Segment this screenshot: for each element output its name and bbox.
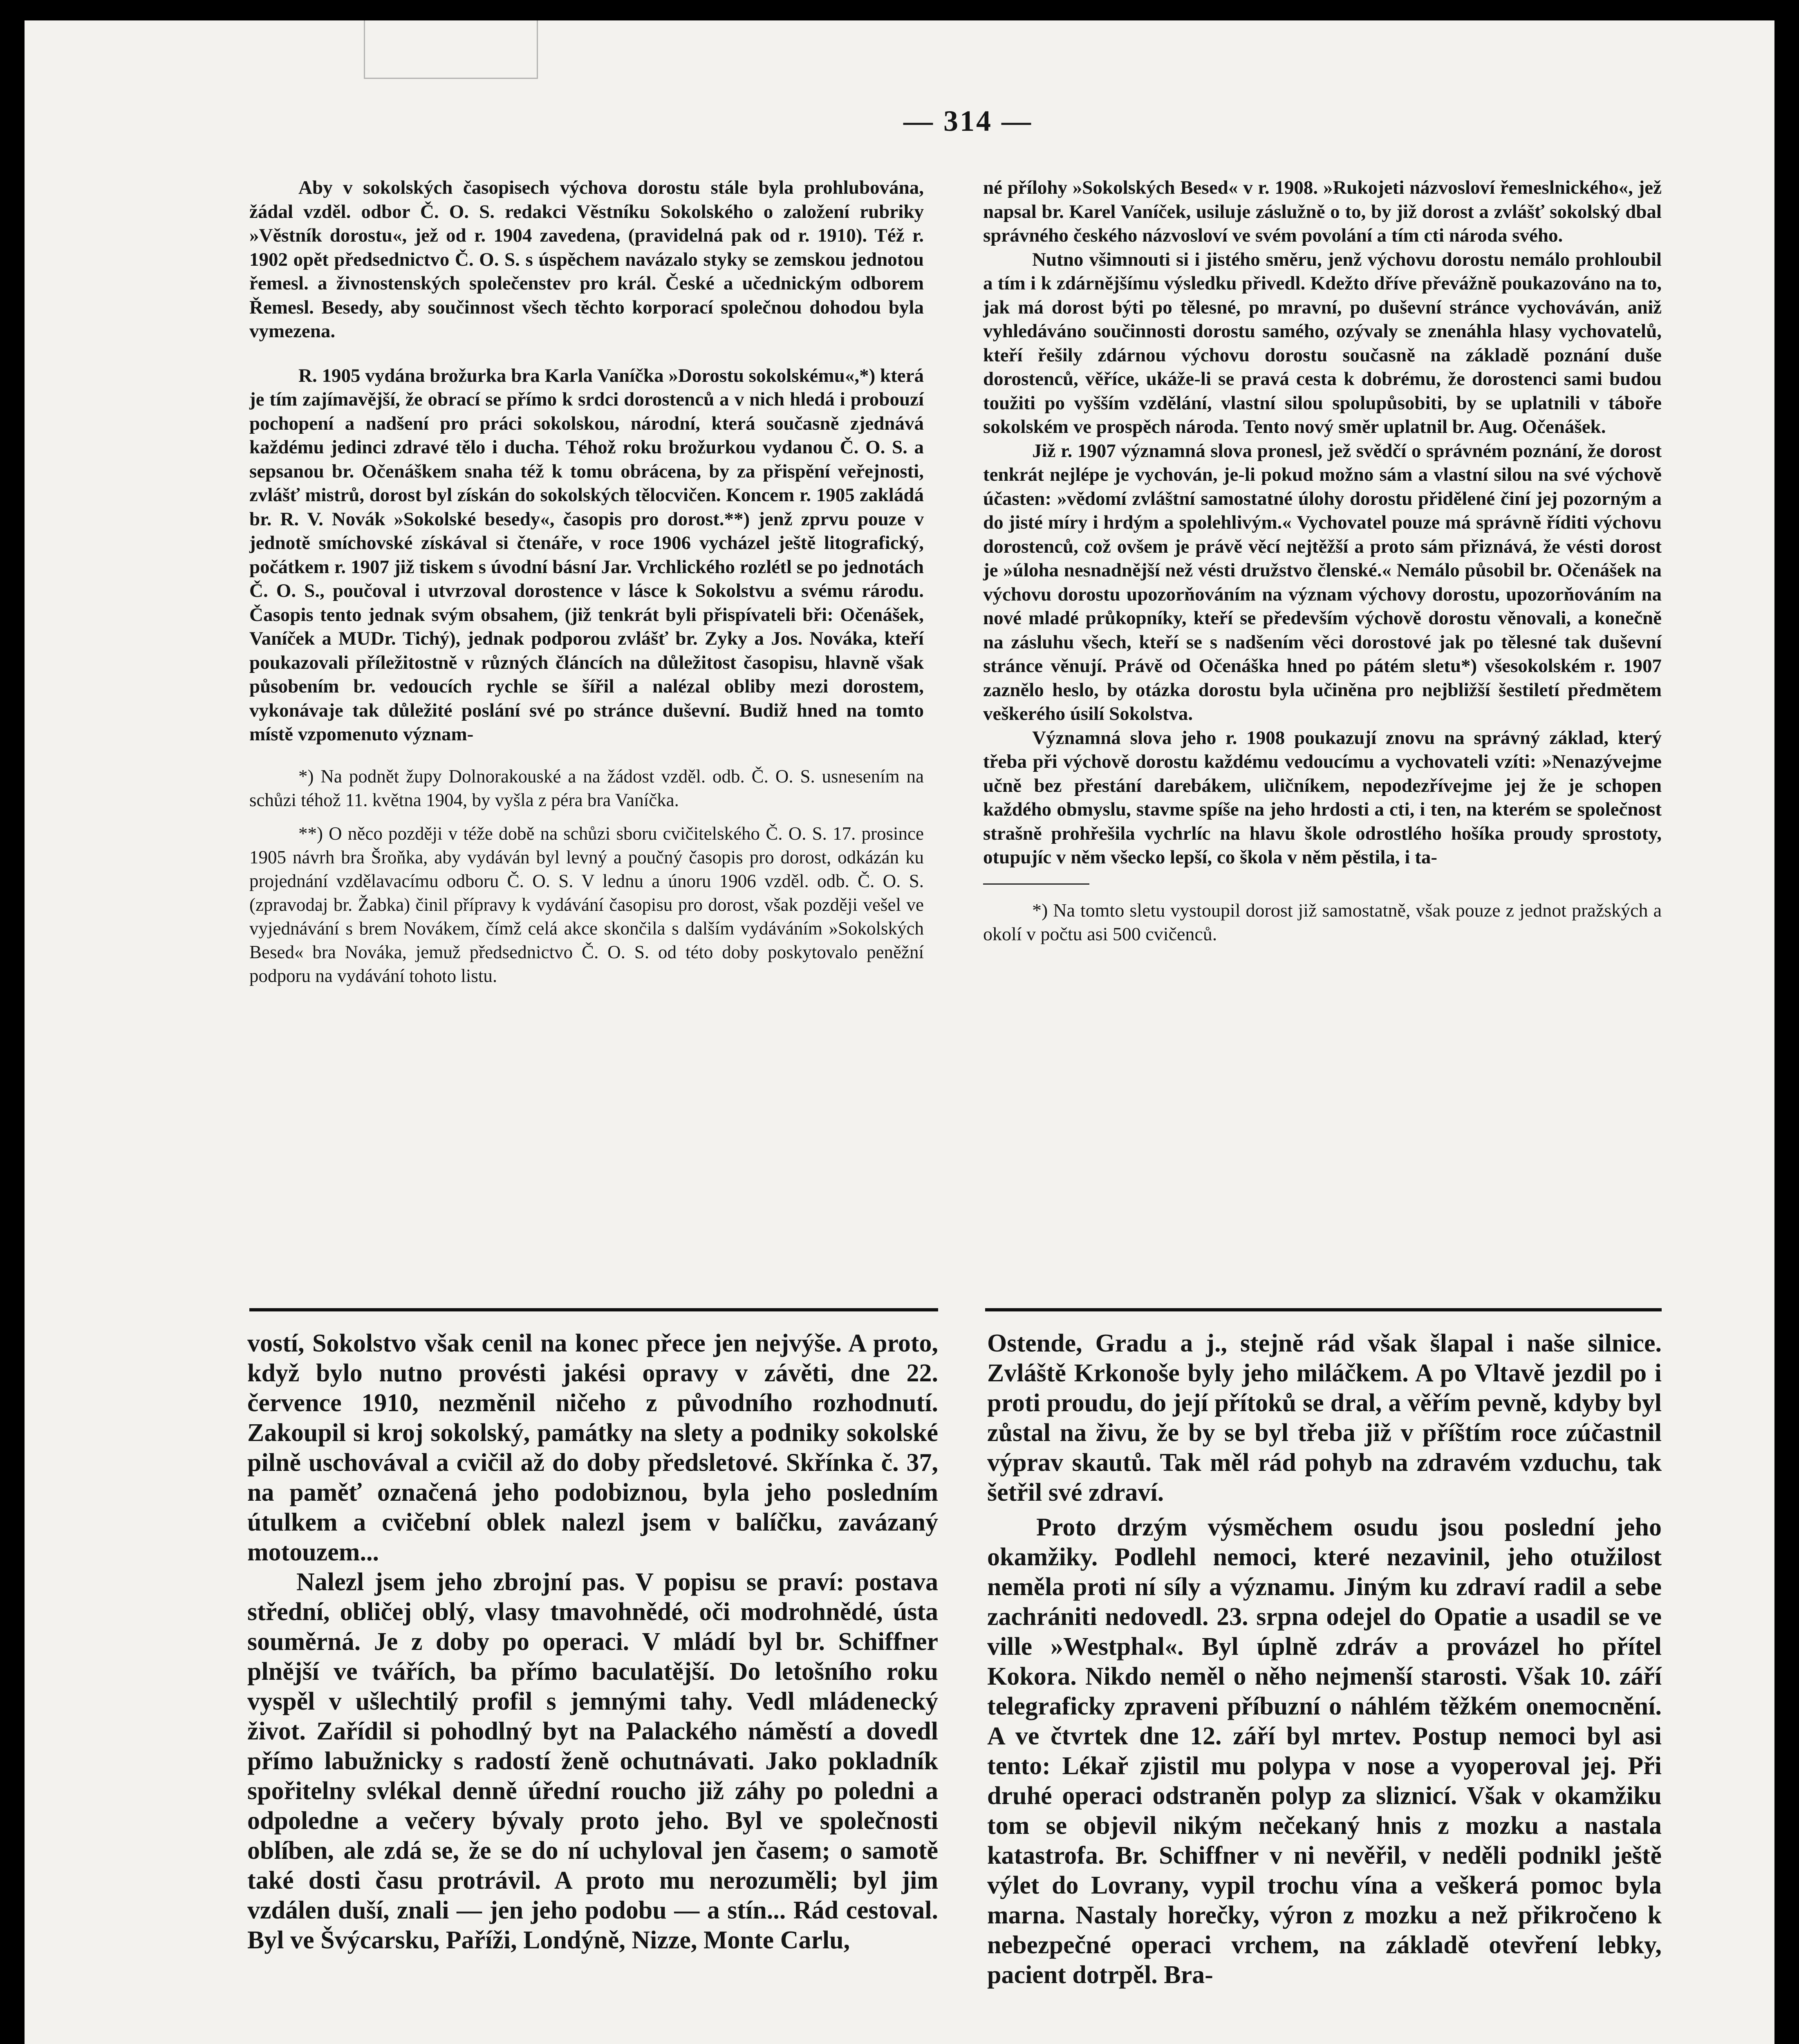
paragraph: Aby v sokolských časopisech výchova dorostu stále byla prohlubována, žádal vzděl. odbor Č. O. S. redakci Věstníku Sokolského o založení rubriky »Věstník dorostu«, jež od r. 1904 zavedena, (pravidelná pak od r. 1910). Též r. 1902 opět předsednictvo Č. O. S. s úspěchem navázalo styky se zemskou jednotou řemesl. a živnostenských společenstev pro král. České a učednickým odborem Řemesl. Besedy, aby součinnost všech těchto korporací společnou dohodou byla vymezena.	[249, 177, 924, 342]
footnote: *) Na tomto sletu vystoupil dorost již samostatně, však pouze z jednot pražských a okolí v počtu asi 500 cvičenců.	[983, 899, 1662, 944]
section-divider	[249, 1308, 938, 1311]
top-right-column	[983, 176, 1662, 946]
bottom-left-column	[247, 1329, 938, 1955]
paragraph: Ostende, Gradu a j., stejně rád však šlapal i naše silnice. Zvláště Krkonoše byly jeho miláčkem. A po Vltavě jezdil po i proti proudu, do její přítoků se dral, a věřím pevně, kdyby byl zůstal na živu, že by se byl třeba již v příštím roce zúčastnil výprav skautů. Tak měl rád pohyb na zdravém vzduchu, tak šetřil své zdraví.	[987, 1329, 1662, 1506]
paragraph: Nutno všimnouti si i jistého směru, jenž výchovu dorostu nemálo prohloubil a tím i k zdárnějšímu výsledku přivedl. Kdežto dříve převážně poukazováno na to, jak má dorost býti po tělesné, po mravní, po duševní stránce vychováván, aniž vyhledáváno součinnosti dorostu samého, ozývaly se znenáhla hlasy vychovatelů, kteří řešily zdárnou výchovu dorostu současně na základě poznání duše dorostenců, věříce, ukáže-li se pravá cesta k dobrému, že dorostenci sami budou toužiti po vyšším vzdělání, vlastní silou spolupůsobiti, by se uplatnili v táboře sokolském ve prospěch národa. Tento nový směr uplatnil br. Aug. Očenášek.	[983, 249, 1662, 437]
scanned-page	[25, 20, 1774, 2044]
bottom-right-column	[987, 1329, 1662, 1990]
paragraph: R. 1905 vydána brožurka bra Karla Vaníčka »Dorostu sokolskému«,*) která je tím zajímavější, že obrací se přímo k srdci dorostenců a v nich hledá i probouzí pochopení a nadšení pro práci sokolskou, národní, která současně zjednává každému jedinci zdravé tělo i ducha. Téhož roku brožurkou vydanou Č. O. S. a sepsanou br. Očenáškem snaha též k tomu obrácena, by za přispění veřejnosti, zvlášť mistrů, dorost byl získán do sokolských tělocvičen. Koncem r. 1905 zakládá br. R. V. Novák »Sokolské besedy«, časopis pro dorost.**) jenž zprvu pouze v jednotě smíchovské získával si čtenáře, v roce 1906 vycházel ještě litografický, počátkem r. 1907 již tiskem s úvodní básní Jar. Vrchlického rozlétl se po jednotách Č. O. S., poučoval i utvrzoval dorostence v lásce k Sokolstvu a svému rárodu. Časopis tento jednak svým obsahem, (již tenkrát byli přispívateli bři: Očenášek, Vaníček a MUDr. Tichý), jednak podporou zvlášť br. Zyky a Jos. Nováka, kteří poukazovali příležitostně v různých článcích na důležitost časopisu, hlavně však působením br. vedoucích rychle se šířil a nalézal obliby mezi dorostem, vykonávaje tak důležité poslání své po stránce duševní. Budiž hned na tomto místě vzpomenuto význam-	[249, 365, 924, 745]
paragraph: Proto drzým výsměchem osudu jsou poslední jeho okamžiky. Podlehl nemoci, které nezavinil, jeho otužilost neměla proti ní síly a významu. Jiným ku zdraví radil a sebe zachrániti nedovedl. 23. srpna odejel do Opatie a usadil se ve ville »Westphal«. Byl úplně zdráv a provázel ho přítel Kokora. Nikdo neměl o něho nejmenší starosti. Však 10. září telegraficky zpraveni příbuzní o náhlém těžkém onemocnění. A ve čtvrtek dne 12. září byl mrtev. Postup nemoci byl asi tento: Lékař zjistil mu polypa v nose a vyoperoval jej. Při druhé operaci odstraněn polyp za sliznicí. Však v okamžiku tom se objevil nikým nečekaný hnis z mozku a nastala katastrofa. Br. Schiffner v ni nevěřil, v neděli podnikl ještě výlet do Lovrany, vypil trochu vína a veškerá pomoc byla marna. Nastaly horečky, výron z mozku a než přikročeno k nebezpečné operaci vrchem, na základě otevření lebky, pacient dotrpěl. Bra-	[987, 1513, 1662, 1989]
paragraph: vostí, Sokolstvo však cenil na konec přece jen nejvýše. A proto, když bylo nutno provésti jakési opravy v závěti, dne 22. července 1910, nezměnil ničeho z původního rozhodnutí. Zakoupil si kroj sokolský, památky na slety a podniky sokolské pilně uschovával a cvičil až do doby předsletové. Skřínka č. 37, na paměť označená jeho podobiznou, byla jeho posledním útulkem a cvičební oblek nalezl jsem v balíčku, zavázaný motouzem...	[247, 1329, 938, 1566]
top-left-column	[249, 176, 924, 988]
library-stamp-icon	[364, 20, 538, 79]
footnotes	[249, 764, 924, 988]
footnote: *) Na podnět župy Dolnorakouské a na žádost vzděl. odb. Č. O. S. usnesením na schůzi téhož 11. května 1904, by vyšla z péra bra Vaníčka.	[249, 766, 924, 810]
paragraph: né přílohy »Sokolských Besed« v r. 1908. »Rukojeti názvosloví řemeslnického«, jež napsal br. Karel Vaníček, usiluje záslužně o to, by již dorost a zvlášť sokolský dbal správného českého názvosloví ve svém povolání a tím cti národa svého.	[983, 177, 1662, 246]
footnotes	[983, 899, 1662, 946]
section-divider	[985, 1308, 1662, 1311]
page-number: — 314 —	[903, 105, 1033, 137]
footnote: **) O něco později v téže době na schůzi sboru cvičitelského Č. O. S. 17. prosince 1905 návrh bra Šroňka, aby vydáván byl levný a poučný časopis pro dorost, odkázán ku projednání vzdělavacímu odboru Č. O. S. V lednu a únoru 1906 vzděl. odb. Č. O. S. (zpravodaj br. Žabka) činil přípravy k vydávání časopisu pro dorost, však později vešel ve vyjednávání s brem Novákem, čímž celá akce skončila s dalším vydáváním »Sokolských Besed« bra Nováka, jemuž předsednictvo Č. O. S. od této doby poskytovalo peněžní podporu na vydávání tohoto listu.	[249, 823, 924, 986]
paragraph: Významná slova jeho r. 1908 poukazují znovu na správný základ, který třeba při výchově dorostu každému vedoucímu a vychovateli vzíti: »Nenazývejme učně bez přestání darebákem, uličníkem, nepodezřívejme jej že je schopen každého obmyslu, stavme spíše na jeho hrdosti a cti, i ten, na kterém se společnost strašně prohřešila vychrlíc na hlavu škole odrostlého hošíka proudy sprostoty, otupujíc v něm všecko lepší, co škola v něm pěstila, i ta-	[983, 727, 1662, 868]
paragraph: Nalezl jsem jeho zbrojní pas. V popisu se praví: postava střední, obličej oblý, vlasy tmavohnědé, oči modrohnědé, ústa souměrná. Je z doby po operaci. V mládí byl br. Schiffner plnější ve tvářích, ba přímo baculatější. Do letošního roku vyspěl v ušlechtilý profil s jemnými tahy. Vedl mládenecký život. Zařídil si pohodlný byt na Palackého náměstí a dovedl přímo labužnicky s radostí ženě ochutnávati. Jako pokladník spořitelny svlékal denně úřední roucho již záhy po poledni a odpoledne a večery bývaly proto jeho. Byl ve společnosti oblíben, ale zdá se, že se do ní uchyloval jen časem; o samotě také dosti času protrávil. A proto mu nerozuměli; byl jim vzdálen duší, znali — jen jeho podobu — a stín... Rád cestoval. Byl ve Švýcarsku, Paříži, Londýně, Nizze, Monte Carlu,	[247, 1568, 938, 1954]
footnote-rule	[983, 883, 1089, 885]
paragraph: Již r. 1907 významná slova pronesl, jež svědčí o správném poznání, že dorost tenkrát nejlépe je vychován, je-li pokud možno sám a vlastní silou na své výchově účasten: »vědomí zvláštní samostatné úlohy dorostu přidělené činí jej pozorným a do jisté míry i hrdým a spolehlivým.« Vychovatel pouze má správně říditi výchovu dorostenců, což ovšem je právě věcí nejtěžší a proto sám přiznává, že vésti dorost je »úloha nesnadnější než vésti družstvo členské.« Nemálo působil br. Očenášek na výchovu dorostu upozorňováním na význam výchovy dorostu, upozorňováním na nové mladé průkopníky, kteří se především výchově dorostu věnovali, a konečně na zásluhu všech, kteří se s nadšením věci dorostové jak po tělesné tak duševní stránce věnují. Právě od Očenáška hned po pátém sletu*) všesokolském r. 1907 zaznělo heslo, by otázka dorostu byla učiněna pro nejbližší šestiletí předmětem veškerého úsilí Sokolstva.	[983, 440, 1662, 724]
